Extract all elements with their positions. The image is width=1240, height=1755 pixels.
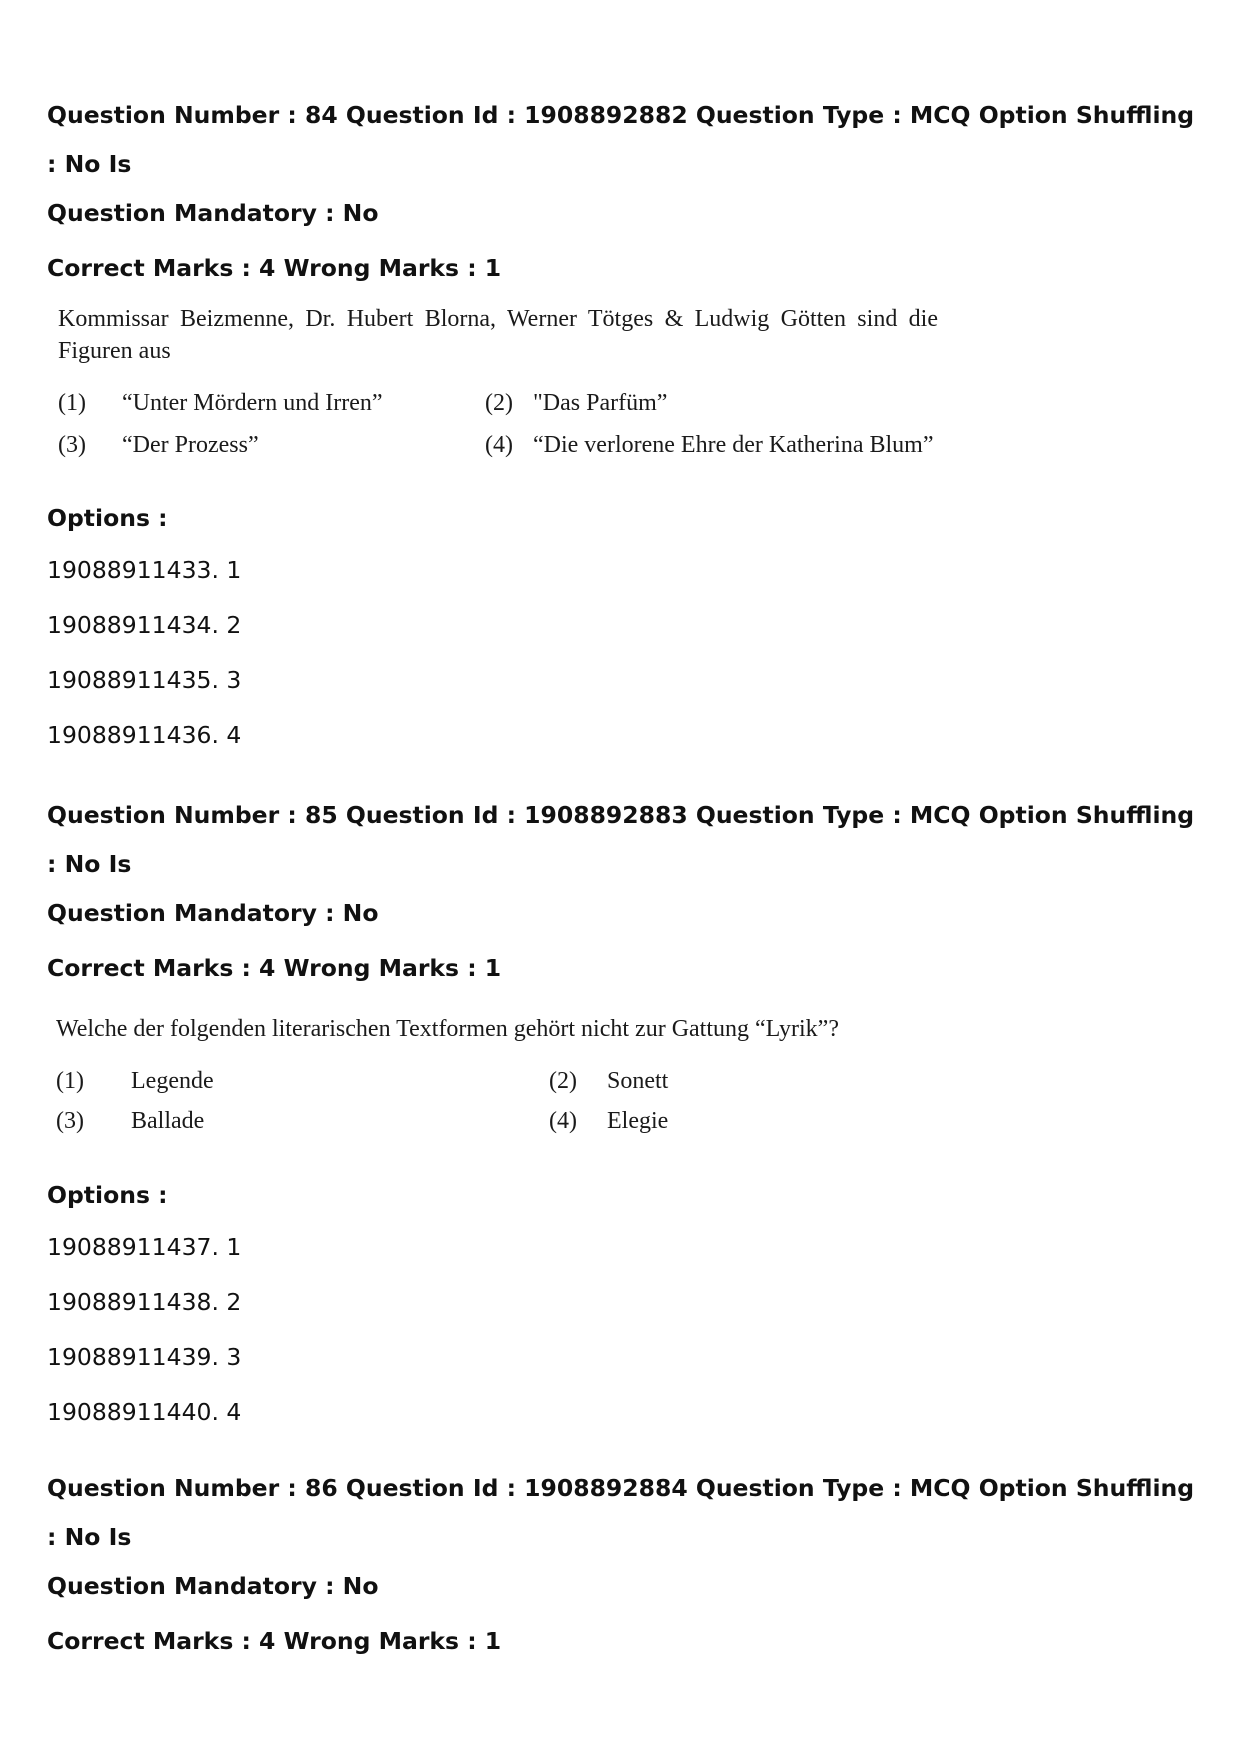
question-marks: Correct Marks : 4 Wrong Marks : 1	[47, 1627, 502, 1655]
question-meta-line2: Question Mandatory : No	[47, 199, 379, 227]
choice-row	[47, 382, 1207, 424]
question-meta-line1: Question Number : 85 Question Id : 1908892883 Question Type : MCQ Option Shuffling : No Is	[47, 801, 1195, 878]
choice-number: (2)	[485, 390, 513, 416]
choice-text: “Unter Mördern und Irren”	[122, 390, 383, 416]
options-label: Options :	[47, 1181, 168, 1209]
question-meta-line2: Question Mandatory : No	[47, 899, 379, 927]
choice-number: (3)	[56, 1108, 84, 1134]
option-item: 19088911433. 1	[47, 556, 242, 584]
question-stem: Welche der folgenden literarischen Textformen gehört nicht zur Gattung “Lyrik”?	[56, 1016, 839, 1042]
option-item: 19088911440. 4	[47, 1398, 242, 1426]
option-item: 19088911438. 2	[47, 1288, 242, 1316]
question-marks: Correct Marks : 4 Wrong Marks : 1	[47, 254, 502, 282]
choice-text: Elegie	[607, 1108, 669, 1134]
choice-row	[47, 424, 1207, 466]
question-image	[47, 303, 1207, 466]
question-image	[47, 1013, 1207, 1141]
choice-row	[47, 1061, 1207, 1101]
choice-text: “Die verlorene Ehre der Katherina Blum”	[533, 432, 934, 458]
choice-number: (2)	[549, 1068, 577, 1094]
option-item: 19088911439. 3	[47, 1343, 242, 1371]
choice-number: (1)	[56, 1068, 84, 1094]
choice-text: “Der Prozess”	[122, 432, 259, 458]
question-meta-line1: Question Number : 86 Question Id : 1908892884 Question Type : MCQ Option Shuffling : No Is	[47, 1474, 1195, 1551]
question-block-86	[47, 1464, 1207, 1666]
choice-number: (4)	[549, 1108, 577, 1134]
option-item: 19088911434. 2	[47, 611, 242, 639]
question-block-85	[47, 791, 1207, 1440]
choice-text: Ballade	[131, 1108, 205, 1134]
choice-number: (4)	[485, 432, 513, 458]
option-item: 19088911435. 3	[47, 666, 242, 694]
question-meta-line2: Question Mandatory : No	[47, 1572, 379, 1600]
question-marks: Correct Marks : 4 Wrong Marks : 1	[47, 954, 502, 982]
question-meta-line1: Question Number : 84 Question Id : 1908892882 Question Type : MCQ Option Shuffling : No Is	[47, 101, 1195, 178]
choice-number: (3)	[58, 432, 86, 458]
choice-text: Legende	[131, 1068, 214, 1094]
choice-row	[47, 1101, 1207, 1141]
choice-text: "Das Parfüm”	[533, 390, 668, 416]
option-item: 19088911436. 4	[47, 721, 242, 749]
question-block-84	[47, 91, 1207, 763]
option-item: 19088911437. 1	[47, 1233, 242, 1261]
options-label: Options :	[47, 504, 168, 532]
choice-number: (1)	[58, 390, 86, 416]
question-stem: Kommissar Beizmenne, Dr. Hubert Blorna, Werner Tötges & Ludwig Götten sind die Figuren aus	[58, 306, 938, 364]
choice-text: Sonett	[607, 1068, 669, 1094]
